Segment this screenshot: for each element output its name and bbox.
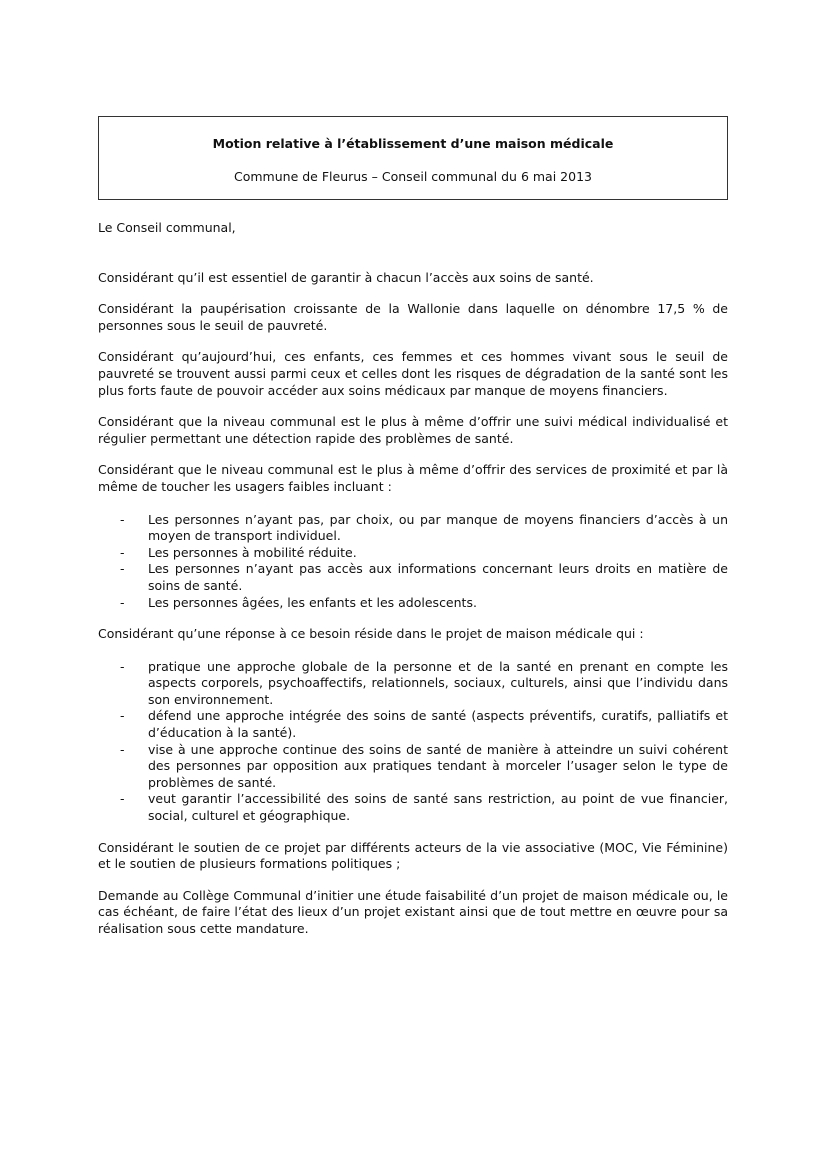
document-page [98,116,728,938]
dash-marker: - [120,708,125,724]
dash-marker: - [120,658,125,674]
list-item-text: veut garantir l’accessibilité des soins de santé sans restriction, au point de vue financier, social, culturel et géographique. [148,791,728,824]
dash-marker: - [120,741,125,757]
beneficiaries-list [98,512,728,612]
list-item-text: Les personnes n’ayant pas accès aux informations concernant leurs droits en matière de soins de santé. [148,561,728,593]
list-item [98,561,728,594]
list-item-text: vise à une approche continue des soins de santé de manière à atteindre un suivi cohérent des personnes par opposition aux pratiques tendant à morceler l’usager selon le type de problèmes de santé. [148,741,728,790]
paragraph: Considérant le soutien de ce projet par différents acteurs de la vie associative (MOC, Vie Féminine) et le soutien de plusieurs formations politiques ; [98,839,728,872]
dash-marker: - [120,594,125,610]
list-item [98,512,728,545]
list-item-text: défend une approche intégrée des soins de santé (aspects préventifs, curatifs, palliatifs et d’éducation à la santé). [148,708,728,741]
list-item [98,545,728,562]
list-item-text: pratique une approche globale de la personne et de la santé en prenant en compte les aspects corporels, psychoaffectifs, relationnels, sociaux, culturels, ainsi que l’individu dans son environnement. [148,658,728,707]
list-item-text: Les personnes n’ayant pas, par choix, ou par manque de moyens financiers d’accès à un moyen de transport individuel. [148,511,728,544]
paragraph: Considérant que la niveau communal est le plus à même d’offrir une suivi médical individualisé et régulier permettant une détection rapide des problèmes de santé. [98,414,728,446]
list-item [98,595,728,612]
dash-marker: - [120,511,125,527]
medical-house-list [98,659,728,825]
list-item-text: Les personnes âgées, les enfants et les adolescents. [148,594,477,610]
paragraph: Considérant qu’une réponse à ce besoin réside dans le projet de maison médicale qui : [98,626,644,642]
dash-marker: - [120,791,125,807]
paragraph: Considérant que le niveau communal est le plus à même d’offrir des services de proximité et par là même de toucher les usagers faibles incluant : [98,462,728,494]
salutation: Le Conseil communal, [98,220,236,235]
document-subtitle: Commune de Fleurus – Conseil communal du 6 mai 2013 [234,169,592,184]
paragraph: Considérant qu’aujourd’hui, ces enfants, ces femmes et ces hommes vivant sous le seuil de pauvreté se trouvent aussi parmi ceux et celles dont les risques de dégradation de la santé sont les plus forts faute de pouvoir accéder aux soins médicaux par manque de moyens financiers. [98,349,728,398]
list-item-text: Les personnes à mobilité réduite. [148,544,357,560]
paragraph: Considérant qu’il est essentiel de garantir à chacun l’accès aux soins de santé. [98,269,594,285]
paragraph: Considérant la paupérisation croissante de la Wallonie dans laquelle on dénombre 17,5 % de personnes sous le seuil de pauvreté. [98,301,728,333]
title-box [98,116,728,200]
dash-marker: - [120,561,125,577]
list-item [98,791,728,824]
resolution-paragraph: Demande au Collège Communal d’initier une étude faisabilité d’un projet de maison médicale ou, le cas échéant, de faire l’état des lieux d’un projet existant ainsi que de tout mettre en œuvre pour sa réalisation sous cette mandature. [98,887,728,936]
list-item [98,708,728,741]
document-title: Motion relative à l’établissement d’une maison médicale [212,136,614,151]
list-item [98,742,728,792]
dash-marker: - [120,544,125,560]
list-item [98,659,728,709]
